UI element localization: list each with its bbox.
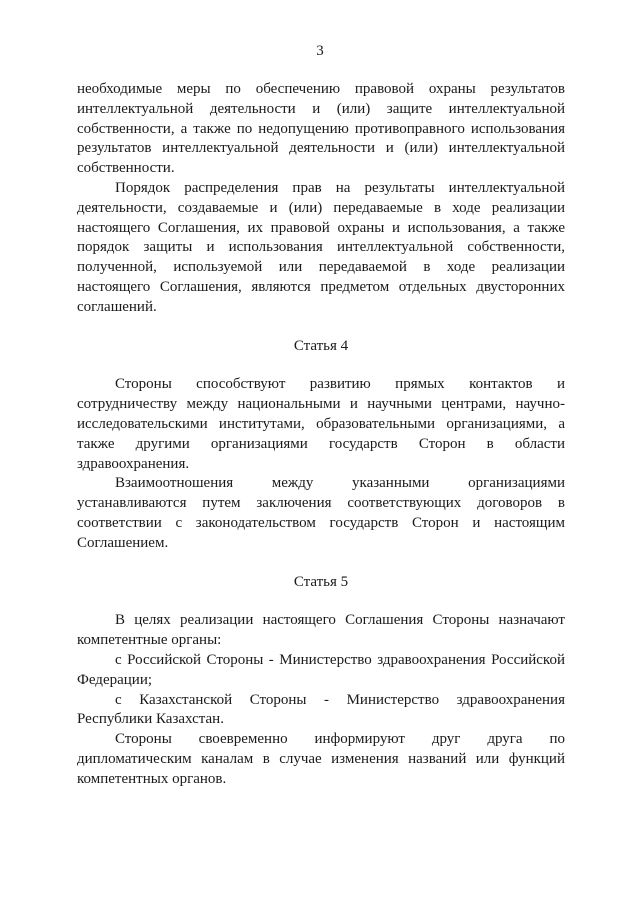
paragraph: В целях реализации настоящего Соглашения Стороны назначают компетентные органы: [77, 612, 565, 649]
paragraph: с Казахстанской Стороны - Министерство здравоохранения Республики Казахстан. [77, 691, 565, 728]
paragraph: Стороны способствуют развитию прямых контактов и сотрудничеству между национальными и научными центрами, научно-исследовательскими институтами, образовательными организациями, а также другими организациями государств Сторон в области здравоохранения. [77, 376, 565, 472]
document-body [77, 80, 565, 790]
paragraph: Взаимоотношения между указанными организациями устанавливаются путем заключения соответствующих договоров в соответствии с законодательством государств Сторон и настоящим Соглашением. [77, 475, 565, 551]
paragraph: с Российской Стороны - Министерство здравоохранения Российской Федерации; [77, 651, 565, 688]
paragraph: Порядок распределения прав на результаты интеллектуальной деятельности, создаваемые и (или) передаваемые в ходе реализации настоящего Соглашения, их правовой охраны и использования, а также порядок защиты и использования интеллектуальной собственности, полученной, используемой или передаваемой в ходе реализации настоящего Соглашения, являются предметом отдельных двусторонних соглашений. [77, 179, 565, 315]
paragraph: Стороны своевременно информируют друг друга по дипломатическим каналам в случае изменения названий или функций компетентных органов. [77, 731, 565, 787]
article-heading: Статья 4 [293, 337, 349, 354]
page-number: 3 [316, 43, 324, 59]
paragraph: необходимые меры по обеспечению правовой охраны результатов интеллектуальной деятельности и (или) защите интеллектуальной собственности, а также по недопущению противоправного использования результатов интеллектуальной деятельности и (или) интеллектуальной собственности. [77, 81, 565, 177]
article-heading: Статья 5 [293, 573, 349, 590]
